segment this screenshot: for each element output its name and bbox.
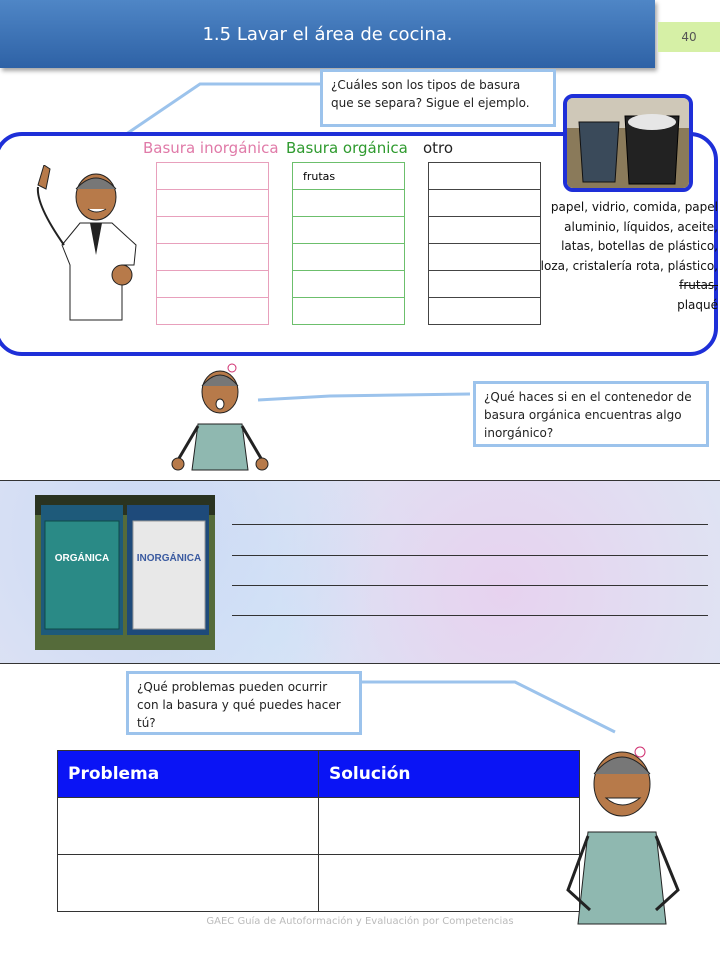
callout-inorganic-text: ¿Qué haces si en el contenedor de basura orgánica encuentras algo inorgánico? [484, 390, 692, 440]
organic-cell[interactable] [293, 298, 405, 325]
inorganic-cell[interactable] [157, 217, 269, 244]
organic-cell[interactable] [293, 217, 405, 244]
trash-cans-photo-icon [567, 98, 689, 188]
problem-cell[interactable] [58, 798, 319, 855]
other-cell[interactable] [429, 163, 541, 190]
answer-line[interactable] [232, 615, 708, 616]
answer-line[interactable] [232, 555, 708, 556]
header-inorganic: Basura inorgánica [143, 139, 279, 157]
answer-line[interactable] [232, 585, 708, 586]
answer-line[interactable] [232, 524, 708, 525]
other-cell[interactable] [429, 271, 541, 298]
inorganic-bin-label: INORGÁNICA [136, 553, 202, 564]
word-list-struck-item: frutas, [679, 278, 718, 292]
callout-sorting-text: ¿Cuáles son los tipos de basura que se separa? Sigue el ejemplo. [331, 78, 530, 110]
other-cell[interactable] [429, 190, 541, 217]
trash-cans-photo [563, 94, 693, 192]
solution-cell[interactable] [319, 855, 580, 912]
inorganic-cell[interactable] [157, 190, 269, 217]
callout-sorting-question [320, 69, 556, 127]
organic-cell[interactable] [293, 271, 405, 298]
callout-problems-question [126, 671, 362, 735]
other-cell[interactable] [429, 298, 541, 325]
page-number: 40 [658, 22, 720, 52]
other-cell[interactable] [429, 244, 541, 271]
problem-cell[interactable] [58, 855, 319, 912]
callout-problems-text: ¿Qué problemas pueden ocurrir con la basura y qué puedes hacer tú? [137, 680, 341, 730]
page-title: 1.5 Lavar el área de cocina. [202, 23, 453, 45]
problem-solution-table [57, 750, 580, 912]
header-organic: Basura orgánica [286, 139, 408, 157]
inorganic-cell[interactable] [157, 298, 269, 325]
inorganic-cell[interactable] [157, 244, 269, 271]
woman-cartoon-icon [168, 362, 272, 480]
teacher-cartoon-icon [24, 165, 156, 325]
inorganic-cell[interactable] [157, 163, 269, 190]
other-cell[interactable] [429, 217, 541, 244]
other-column [428, 162, 541, 325]
solution-header: Solución [319, 751, 580, 798]
inorganic-column [156, 162, 269, 325]
organic-cell[interactable] [293, 190, 405, 217]
organic-column [292, 162, 405, 325]
organic-cell[interactable] [293, 244, 405, 271]
footer: GAEC Guía de Autoformación y Evaluación por Competencias [206, 916, 514, 927]
callout-inorganic-question [473, 381, 709, 447]
organic-example-cell[interactable]: frutas [293, 163, 405, 190]
word-list [530, 198, 718, 315]
problem-header: Problema [58, 751, 319, 798]
smiling-woman-cartoon-icon [560, 740, 686, 926]
word-list-items: papel, vidrio, comida, papel aluminio, líquidos, aceite, latas, botellas de plástico, loza, cristalería rota, plástico, [540, 200, 718, 273]
bins-photo [35, 495, 215, 650]
recycling-bins-icon [35, 495, 215, 650]
organic-bin-label: ORGÁNICA [54, 553, 110, 564]
word-list-last-item: plaqué [677, 297, 718, 312]
solution-cell[interactable] [319, 798, 580, 855]
header-other: otro [423, 139, 454, 157]
inorganic-cell[interactable] [157, 271, 269, 298]
